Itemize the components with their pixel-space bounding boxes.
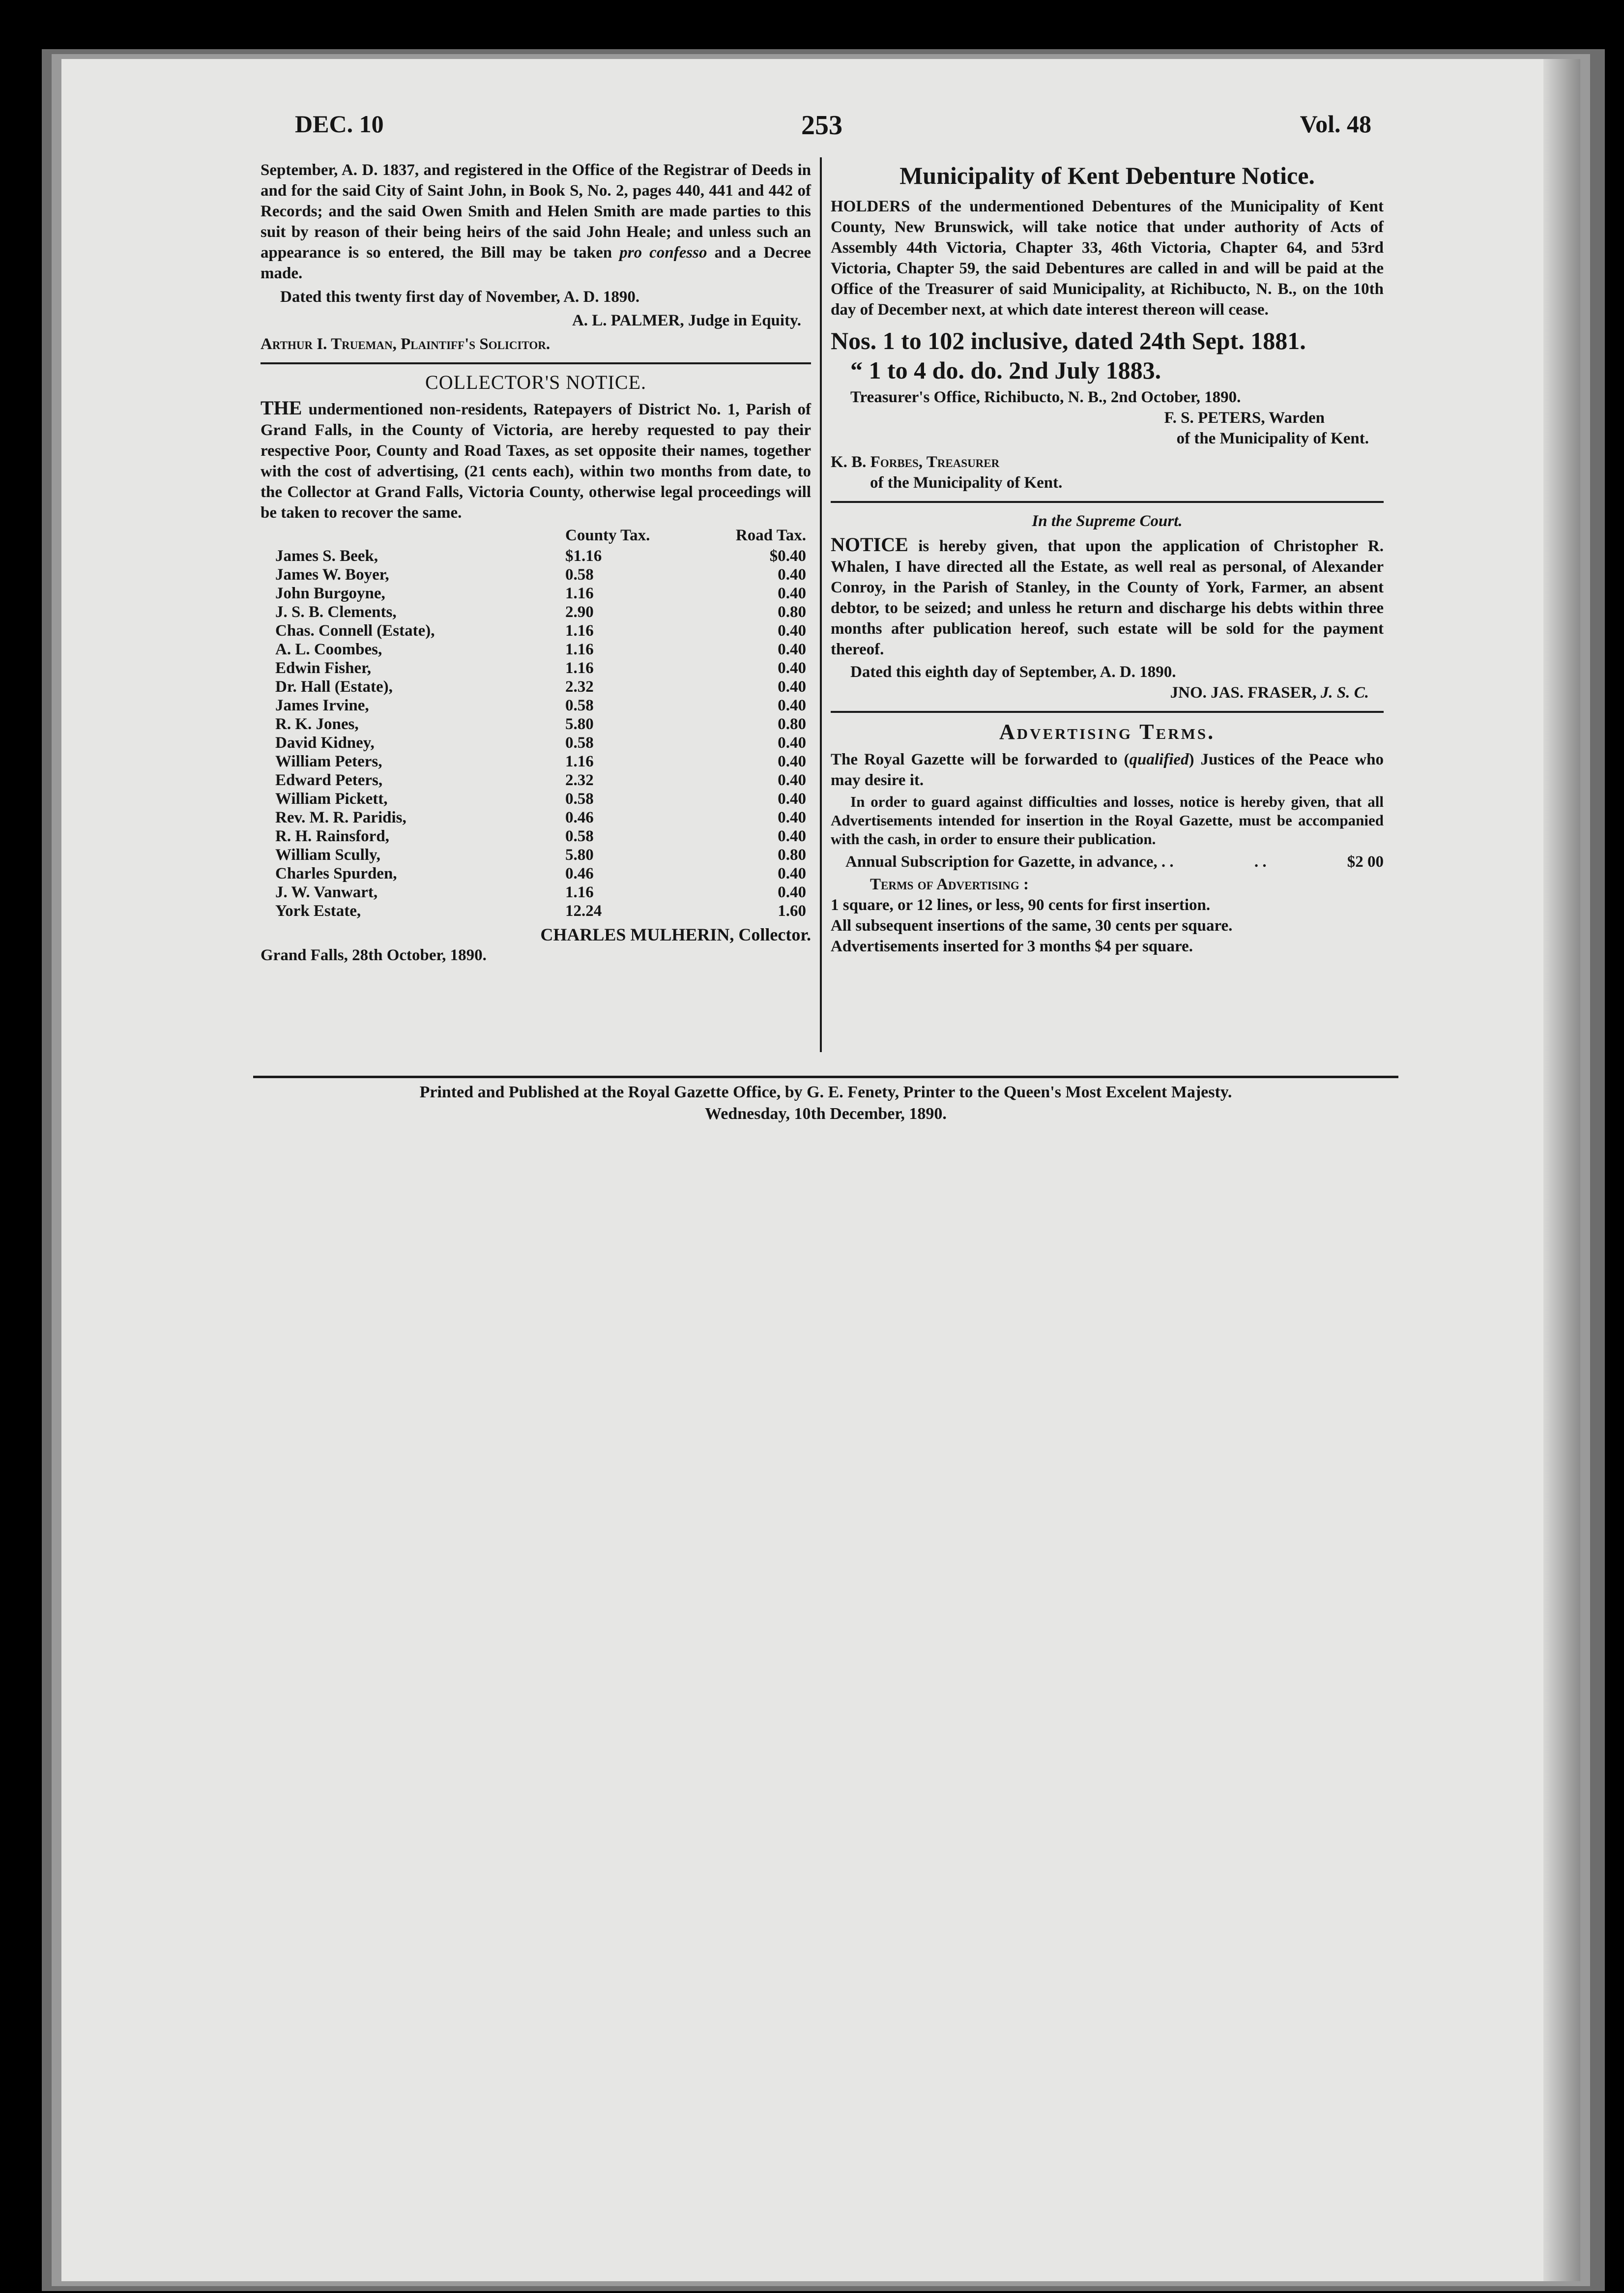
road-tax-value: 0.80 (778, 603, 806, 621)
table-row (261, 827, 806, 846)
table-row (261, 864, 806, 883)
taxpayer-name: J. W. Vanwart, (275, 883, 378, 901)
county-tax-header: County Tax. (565, 527, 650, 544)
county-tax-value: 0.58 (565, 697, 594, 714)
section-rule (831, 711, 1384, 713)
debenture-numbers-line-1: Nos. 1 to 102 inclusive, dated 24th Sept. 1881. (831, 327, 1306, 354)
taxpayer-name: Edward Peters, (275, 771, 383, 789)
table-row (261, 603, 806, 621)
county-tax-value: 0.58 (565, 790, 594, 808)
county-tax-value: 5.80 (565, 715, 594, 733)
collector-body: undermentioned non-residents, Ratepayers of District No. 1, Parish of Grand Falls, in the County of Victoria, are hereby requested to pay their respective Poor, County and Road Taxes, as set opposite their names, together with the cost of advertising, (21 cents each), within two months from date, to the Collector at Grand Falls, Victoria County, otherwise legal proceedings will be taken to recover the same. (261, 401, 811, 522)
subscription-dots: . . (1254, 853, 1267, 871)
county-tax-value: 0.46 (565, 865, 594, 882)
table-row (261, 715, 806, 734)
taxpayer-name: David Kidney, (275, 734, 375, 752)
table-row (261, 883, 806, 902)
county-tax-value: 1.16 (565, 585, 594, 602)
header-page-number: 253 (801, 110, 842, 141)
road-tax-value: 0.40 (778, 566, 806, 584)
taxpayer-name: Dr. Hall (Estate), (275, 678, 393, 696)
solicitor-signature: Arthur I. Trueman, Plaintiff's Solicitor. (261, 335, 551, 353)
taxpayer-name: R. H. Rainsford, (275, 827, 389, 845)
table-row (261, 808, 806, 827)
warden-signature: F. S. PETERS, Warden (1164, 409, 1325, 427)
table-row (261, 771, 806, 790)
county-tax-value: 1.16 (565, 883, 594, 901)
show-through-texture (246, 1146, 1391, 2070)
road-tax-value: 0.40 (778, 883, 806, 901)
taxpayer-name: Edwin Fisher, (275, 659, 372, 677)
adv-p1-italic: qualified (1129, 751, 1189, 768)
road-tax-value: 0.40 (778, 622, 806, 640)
taxpayer-name: A. L. Coombes, (275, 641, 382, 658)
debenture-notice-text: HOLDERS of the undermentioned Debentures of the Municipality of Kent County, New Brunswick, will take notice that under authority of Acts of Assembly 44th Victoria, Chapter 33, 46th Victoria, Chapter 64, and 53rd Victoria, Chapter 59, the said Debentures are called in and will be paid at the Office of the Treasurer of said Municipality, at Richibucto, N. B., on the 10th day of December next, at which date interest thereon will cease. (831, 198, 1384, 319)
advertising-terms-title: Advertising Terms. (999, 720, 1216, 744)
treasurer-title: of the Municipality of Kent. (870, 474, 1063, 492)
road-tax-value: 0.40 (778, 585, 806, 602)
road-tax-value: 0.40 (778, 771, 806, 789)
county-tax-value: 2.90 (565, 603, 594, 621)
table-row (261, 752, 806, 771)
county-tax-value: 1.16 (565, 641, 594, 658)
term-3: Advertisements inserted for 3 months $4 per square. (831, 938, 1193, 955)
county-tax-value: 0.58 (565, 734, 594, 752)
county-tax-value: 1.16 (565, 753, 594, 770)
warden-title: of the Municipality of Kent. (1176, 430, 1369, 447)
collector-signature: CHARLES MULHERIN, Collector. (540, 925, 811, 944)
table-row (261, 696, 806, 715)
subscription-label: Annual Subscription for Gazette, in advance, . . (845, 853, 1174, 871)
imprint-footer (253, 1082, 1398, 1125)
term-2: All subsequent insertions of the same, 30 cents per square. (831, 917, 1233, 935)
road-tax-header: Road Tax. (735, 527, 806, 544)
county-tax-value: $1.16 (565, 547, 602, 565)
taxpayer-name: Charles Spurden, (275, 865, 397, 882)
table-row (261, 846, 806, 864)
road-tax-value: 0.80 (778, 846, 806, 864)
table-row (261, 621, 806, 640)
county-tax-value: 1.16 (565, 659, 594, 677)
county-tax-value: 0.46 (565, 809, 594, 826)
imprint-line-2: Wednesday, 10th December, 1890. (705, 1105, 947, 1123)
page-fold-shadow (1543, 59, 1580, 2281)
taxpayer-name: John Burgoyne, (275, 585, 385, 602)
debenture-notice-title: Municipality of Kent Debenture Notice. (899, 162, 1315, 189)
table-row (261, 734, 806, 752)
case-dated: Dated this twenty first day of November, A. D. 1890. (280, 288, 640, 306)
case-text-latin: pro confesso (619, 244, 707, 262)
equity-case-text (261, 160, 811, 284)
road-tax-value: $0.40 (769, 547, 806, 565)
section-rule (831, 501, 1384, 503)
collector-place-date: Grand Falls, 28th October, 1890. (261, 946, 487, 964)
road-tax-value: 0.80 (778, 715, 806, 733)
imprint-line-1: Printed and Published at the Royal Gazette Office, by G. E. Fenety, Printer to the Queen's Most Excelent Majesty. (419, 1083, 1232, 1101)
county-tax-value: 1.16 (565, 622, 594, 640)
court-body: is hereby given, that upon the application of Christopher R. Whalen, I have directed all the Estate, as well real as personal, of Alexander Conroy, in the Parish of Stanley, in the County of York, Farmer, an absent debtor, to be seized; and unless he return and discharge his debts within three months after publication hereof, such estate will be sold for the payment thereof. (831, 537, 1384, 658)
road-tax-value: 0.40 (778, 753, 806, 770)
taxpayer-name: Rev. M. R. Paridis, (275, 809, 406, 826)
collector-dropcap: THE (261, 397, 302, 419)
taxpayer-name: James Irvine, (275, 697, 369, 714)
column-divider (820, 157, 822, 1052)
court-title: In the Supreme Court. (1032, 512, 1183, 530)
county-tax-value: 5.80 (565, 846, 594, 864)
tax-table-body (261, 547, 806, 920)
taxpayer-name: James W. Boyer, (275, 566, 389, 584)
road-tax-value: 0.40 (778, 678, 806, 696)
adv-paragraph-1 (831, 749, 1384, 791)
county-tax-value: 2.32 (565, 678, 594, 696)
right-column (831, 160, 1384, 957)
taxpayer-name: William Peters, (275, 753, 382, 770)
road-tax-value: 0.40 (778, 641, 806, 658)
taxpayer-name: William Pickett, (275, 790, 388, 808)
court-signature-title: J. S. C. (1320, 684, 1369, 702)
table-row (261, 677, 806, 696)
court-signature (831, 682, 1384, 703)
road-tax-value: 0.40 (778, 809, 806, 826)
road-tax-value: 1.60 (778, 902, 806, 920)
case-text-end: and a Decree made. (261, 244, 812, 282)
page-header (295, 101, 1371, 140)
judge-signature: A. L. PALMER, Judge in Equity. (572, 312, 801, 329)
court-notice-text (831, 534, 1384, 660)
road-tax-value: 0.40 (778, 734, 806, 752)
case-text: September, A. D. 1837, and registered in the Office of the Registrar of Deeds in and for the said City of Saint John, in Book S, No. 2, pages 440, 441 and 442 of Records; and the said Owen Smith and Helen Smith are made parties to this suit by reason of their being heirs of the said John Heale; and unless such an appearance is so entered, the Bill may be taken (261, 161, 811, 262)
left-column (261, 160, 811, 966)
treasurer-signature: K. B. Forbes, Treasurer (831, 453, 1000, 471)
road-tax-value: 0.40 (778, 790, 806, 808)
term-1: 1 square, or 12 lines, or less, 90 cents for first insertion. (831, 896, 1211, 914)
court-dropcap: NOTICE (831, 533, 908, 556)
table-row (261, 547, 806, 565)
table-row (261, 902, 806, 920)
tax-table-header (261, 526, 806, 547)
treasurer-office-date: Treasurer's Office, Richibucto, N. B., 2nd October, 1890. (850, 388, 1241, 406)
adv-p1-start: The Royal Gazette will be forwarded to ( (831, 751, 1130, 768)
table-row (261, 584, 806, 603)
county-tax-value: 12.24 (565, 902, 602, 920)
header-volume: Vol. 48 (1300, 110, 1371, 138)
tax-table (261, 526, 806, 920)
taxpayer-name: William Scully, (275, 846, 380, 864)
footer-rule (253, 1076, 1398, 1078)
collector-notice-text (261, 398, 811, 523)
subscription-line (831, 852, 1384, 872)
section-rule (261, 362, 811, 364)
taxpayer-name: Chas. Connell (Estate), (275, 622, 435, 640)
road-tax-value: 0.40 (778, 827, 806, 845)
taxpayer-name: York Estate, (275, 902, 361, 920)
debenture-numbers-line-2: “ 1 to 4 do. do. 2nd July 1883. (850, 356, 1161, 384)
adv-paragraph-2: In order to guard against difficulties and losses, notice is hereby given, that all Advertisements intended for insertion in the Royal Gazette, must be accompanied with the cash, in order to ensure their publication. (831, 793, 1384, 848)
county-tax-value: 2.32 (565, 771, 594, 789)
court-dated: Dated this eighth day of September, A. D. 1890. (850, 663, 1176, 681)
adv-p1-end: ) Justices of the Peace who may desire it. (831, 751, 1384, 789)
road-tax-value: 0.40 (778, 697, 806, 714)
taxpayer-name: James S. Beek, (275, 547, 378, 565)
collector-notice-title: COLLECTOR'S NOTICE. (425, 371, 646, 393)
terms-heading: Terms of Advertising : (870, 876, 1029, 893)
table-row (261, 790, 806, 808)
road-tax-value: 0.40 (778, 659, 806, 677)
court-signature-name: JNO. JAS. FRASER, (1170, 684, 1317, 702)
road-tax-value: 0.40 (778, 865, 806, 882)
taxpayer-name: J. S. B. Clements, (275, 603, 397, 621)
header-date: DEC. 10 (295, 110, 384, 138)
table-row (261, 659, 806, 677)
subscription-value: $2 00 (1347, 853, 1384, 871)
table-row (261, 565, 806, 584)
table-row (261, 640, 806, 659)
county-tax-value: 0.58 (565, 827, 594, 845)
county-tax-value: 0.58 (565, 566, 594, 584)
taxpayer-name: R. K. Jones, (275, 715, 359, 733)
